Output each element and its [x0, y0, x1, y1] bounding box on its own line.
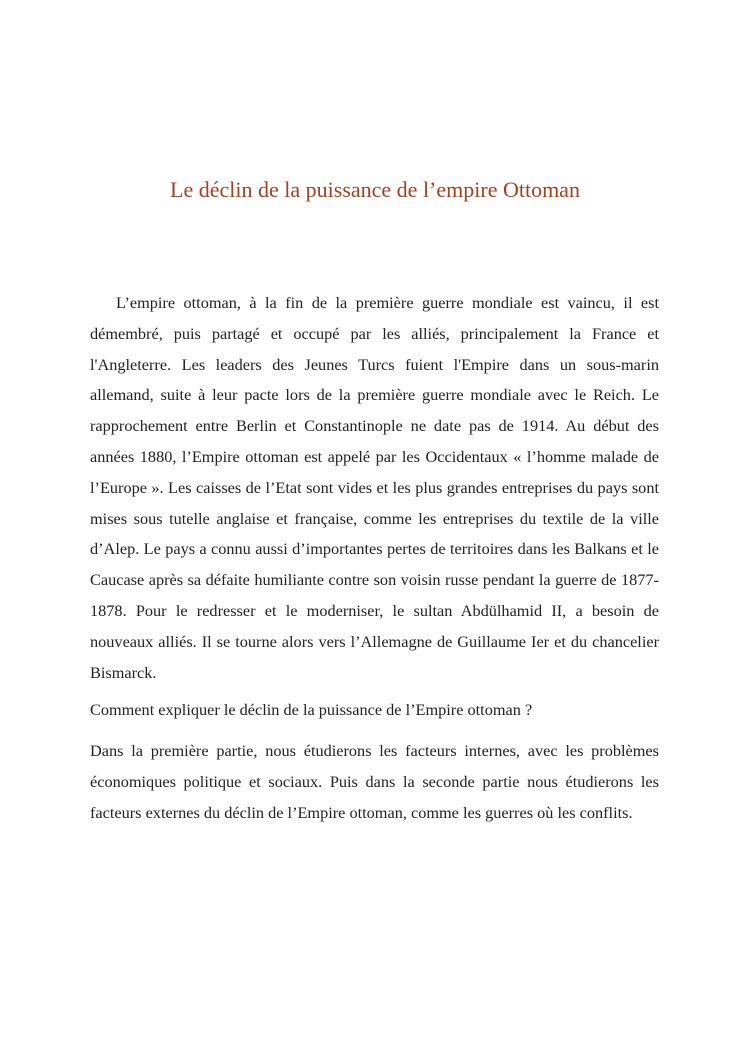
introduction-paragraph: L’empire ottoman, à la fin de la première guerre mondiale est vaincu, il est démembré, puis partagé et occupé par les alliés, principalement la France et l'Angleterre. Les leaders des Jeunes Turcs fuient l'Empire dans un sous-marin allemand, suite à leur pacte lors de la première guerre mondiale avec le Reich. Le rapprochement entre Berlin et Constantinople ne date pas de 1914. Au début des années 1880, l’Empire ottoman est appelé par les Occidentaux « l’homme malade de l’Europe ». Les caisses de l’Etat sont vides et les plus grandes entreprises du pays sont mises sous tutelle anglaise et française, comme les entreprises du textile de la ville d’Alep. Le pays a connu aussi d’importantes pertes de territoires dans les Balkans et le Caucase après sa défaite humiliante contre son voisin russe pendant la guerre de 1877-1878. Pour le redresser et le moderniser, le sultan Abdülhamid II, a besoin de nouveaux alliés. Il se tourne alors vers l’Allemagne de Guillaume Ier et du chancelier Bismarck. [90, 293, 659, 682]
plan-paragraph: Dans la première partie, nous étudierons les facteurs internes, avec les problèmes économiques politique et sociaux. Puis dans la seconde partie nous étudierons les facteurs externes du déclin de l’Empire ottoman, comme les guerres où les conflits. [90, 741, 659, 822]
document-title: Le déclin de la puissance de l’empire Ottoman [170, 177, 580, 202]
problematic-question: Comment expliquer le déclin de la puissance de l’Empire ottoman ? [90, 700, 533, 719]
